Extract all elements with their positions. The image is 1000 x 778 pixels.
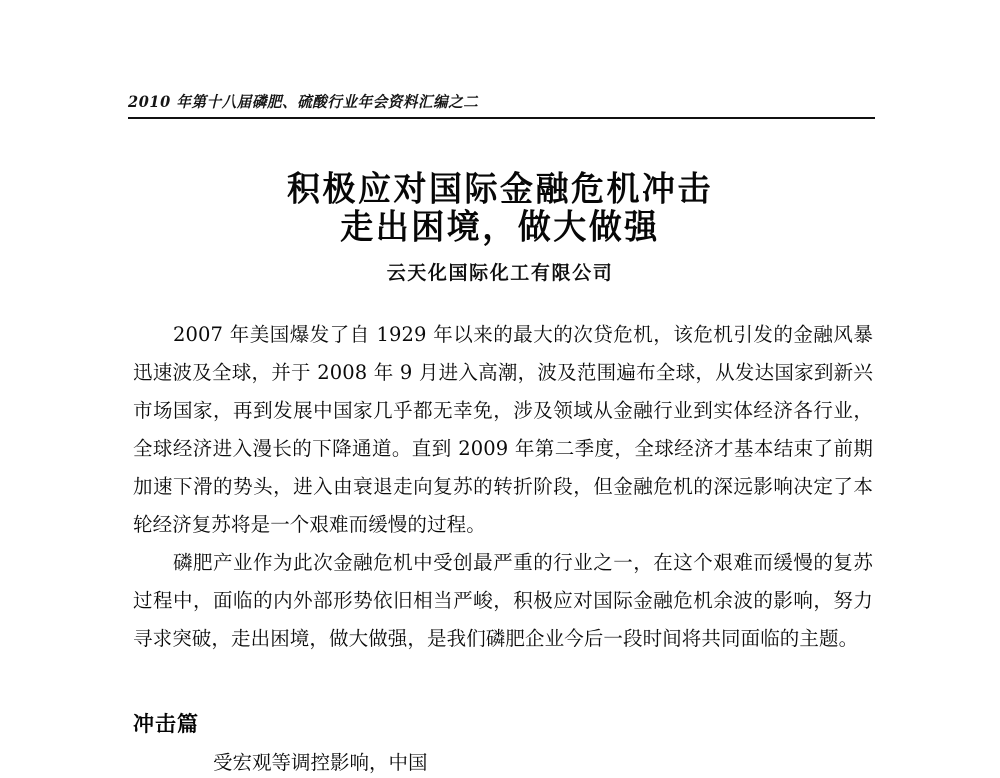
running-head-text: 2010 年第十八届磷肥、硫酸行业年会资料汇编之二 <box>128 93 479 112</box>
body-paragraph: 2007 年美国爆发了自 1929 年以来的最大的次贷危机，该危机引发的金融风暴迅速波及全球，并于 2008 年 9 月进入高潮，波及范围遍布全球，从发达国家到新兴市场国家，再到发展中国家几乎都无幸免，涉及领域从金融行业到实体经济各行业，全球经济进入漫长的下降通道。直到 2009 年第二季度，全球经济才基本结束了前期加速下滑的势头，进入由衰退走向复苏的转折阶段，但金融危机的深远影响决定了本轮经济复苏将是一个艰难而缓慢的过程。 <box>133 323 873 536</box>
title-line-2: 走出困境，做大做强 <box>340 206 660 247</box>
document-subtitle-author: 云天化国际化工有限公司 <box>386 262 614 284</box>
header-divider-rule <box>128 117 875 119</box>
body-paragraph: 磷肥产业作为此次金融危机中受创最严重的行业之一，在这个艰难而缓慢的复苏过程中，面临的内外部形势依旧相当严峻，积极应对国际金融危机余波的影响，努力寻求突破，走出困境，做大做强，是我们磷肥企业今后一段时间将共同面临的主题。 <box>133 551 873 650</box>
title-line-1: 积极应对国际金融危机冲击 <box>287 168 713 209</box>
clipped-bottom-line-text: 受宏观等调控影响，中国 <box>213 751 428 774</box>
page-header <box>128 92 876 119</box>
document-body <box>133 316 873 658</box>
document-title <box>0 170 1000 246</box>
clipped-bottom-line <box>133 748 873 774</box>
section-heading-chongjipian: 冲击篇 <box>133 711 199 736</box>
